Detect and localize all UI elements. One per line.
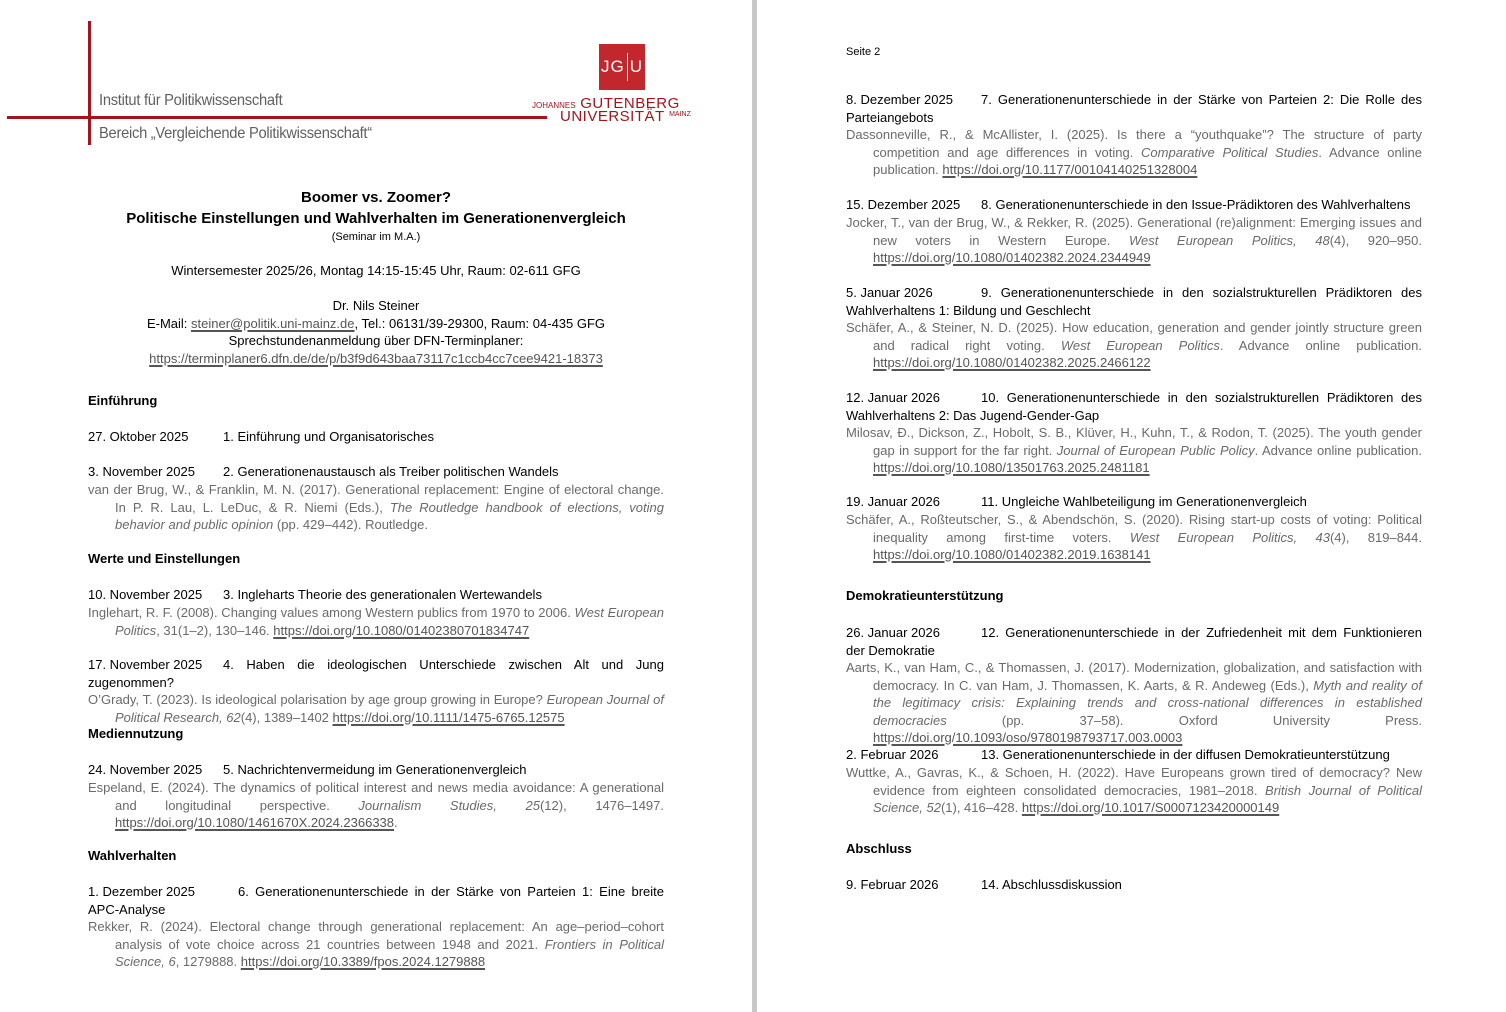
reference-source: West European Politics, 48: [1128, 232, 1330, 248]
session-entry: [846, 196, 1422, 214]
session-title: 14. Abschlussdiskussion: [981, 877, 1122, 892]
reference-details: , 31(1–2), 130–146.: [156, 622, 274, 638]
session-title: 4. Haben die ideologischen Unterschiede zwischen Alt und Jung zugenommen?: [88, 657, 664, 690]
reference-source: British Journal of Political Science, 52: [873, 782, 1423, 815]
session-date: 12. Januar 2026: [846, 390, 940, 405]
section-heading-media: Mediennutzung: [88, 726, 184, 741]
reference-source: West European Politics: [1060, 337, 1220, 353]
session-entry: [846, 746, 1422, 764]
doc-subtitle: Politische Einstellungen und Wahlverhalten im Generationenvergleich: [126, 210, 626, 227]
logo-universitaet: UNIVERSITÄT: [560, 108, 665, 125]
reading-reference: [846, 319, 1422, 372]
office-hours-line: [88, 351, 664, 366]
session-title: 5. Nachrichtenvermeidung im Generationenvergleich: [223, 762, 527, 777]
reference-authors-title: Dassonneville, R., & McAllister, I. (2025). Is there a “youthquake”? The structure of party competition and age differences in voting.: [846, 127, 1422, 160]
reference-details: . Advance online publication.: [1219, 337, 1422, 353]
reference-authors-title: Inglehart, R. F. (2008). Changing values among Western publics from 1970 to 2006.: [88, 605, 575, 620]
session-entry: [88, 428, 664, 446]
reference-source: The Routledge handbook of elections, voting behavior and public opinion: [115, 499, 664, 532]
course-type: (Seminar im M.A.): [331, 231, 421, 243]
contact-details: , Tel.: 06131/39-29300, Raum: 04-435 GFG: [354, 316, 606, 331]
section-heading-values: Werte und Einstellungen: [88, 551, 241, 566]
reference-source: Comparative Political Studies: [1141, 144, 1319, 160]
session-date: 2. Februar 2026: [846, 747, 939, 762]
session-date: 17. November 2025: [88, 657, 203, 672]
doi-link[interactable]: https://doi.org/10.1080/01402380701834747: [273, 622, 530, 638]
reference-authors-title: van der Brug, W., & Franklin, M. N. (2017). Generational replacement: Engine of electoral change. In P. R. Lau, L. LeDuc, & R. Niemi (Eds.),: [88, 482, 664, 515]
session-title: 13. Generationenunterschiede in der diffusen Demokratieunterstützung: [981, 747, 1390, 762]
session-date: 19. Januar 2026: [846, 494, 940, 509]
session-date: 5. Januar 2026: [846, 285, 933, 300]
reference-source: Journalism Studies, 25: [358, 797, 540, 813]
section-heading-closing: Abschluss: [846, 841, 912, 856]
reading-reference: [88, 779, 664, 832]
session-date: 3. November 2025: [88, 464, 195, 479]
reference-authors-title: Rekker, R. (2024). Electoral change through generational replacement: An age–period–cohort analysis of vote choice across 21 countries between 1948 and 2021.: [88, 919, 664, 952]
reference-authors-title: Espeland, E. (2024). The dynamics of political interest and news media avoidance: A generational and longitudinal perspective.: [88, 780, 664, 813]
session-title: 10. Generationenunterschiede in den sozialstrukturellen Prädiktoren des Wahlverhaltens 2: Das Jugend-Gender-Gap: [846, 390, 1422, 423]
doi-link[interactable]: https://doi.org/10.1093/oso/9780198793717.003.0003: [873, 730, 1183, 745]
reference-source: Journal of European Public Policy: [1056, 442, 1255, 458]
reference-details: (4), 920–950.: [1329, 232, 1423, 248]
reading-reference: [88, 604, 664, 639]
reference-source: West European Politics: [115, 605, 664, 638]
reading-reference: [846, 214, 1422, 267]
session-title: 6. Generationenunterschiede in der Stärke von Parteien 1: Eine breite APC-Analyse: [88, 884, 664, 917]
section-heading-democracy: Demokratieunterstützung: [846, 588, 1004, 603]
reading-reference: [846, 126, 1422, 179]
reading-reference: [88, 918, 664, 971]
session-date: 9. Februar 2026: [846, 877, 939, 892]
session-date: 24. November 2025: [88, 762, 203, 777]
session-title: 9. Generationenunterschiede in den sozialstrukturellen Prädiktoren des Wahlverhaltens 1: Bildung und Geschlecht: [846, 285, 1422, 318]
reference-details: (4), 1389–1402: [240, 709, 333, 725]
email-link[interactable]: steiner@politik.uni-mainz.de: [191, 316, 355, 331]
section-heading-voting: Wahlverhalten: [88, 848, 177, 863]
reading-reference: [846, 659, 1422, 747]
logo-mark-right: U: [629, 57, 643, 76]
session-title: 1. Einführung und Organisatorisches: [223, 429, 435, 444]
session-date: 1. Dezember 2025: [88, 884, 195, 899]
reference-authors-title: Wuttke, A., Gavras, K., & Schoen, H. (2022). Have Europeans grown tired of democracy? New evidence from eighteen consolidated democracies, 1981–2018.: [846, 765, 1422, 798]
logo-gutenberg: GUTENBERG: [580, 95, 680, 112]
session-entry: [88, 586, 664, 604]
reference-authors-title: Milosav, Đ., Dickson, Z., Hobolt, S. B., Klüver, H., Kuhn, T., & Rodon, T. (2025). The youth gender gap in support for the far right.: [846, 425, 1422, 458]
header-horizontal-rule: [7, 116, 547, 119]
header-vertical-rule: [88, 21, 91, 145]
session-entry: [846, 389, 1422, 424]
reference-authors-title: Jocker, T., van der Brug, W., & Rekker, R. (2025). Generational (re)alignment: Emerging issues and new voters in Western Europe.: [846, 215, 1422, 248]
reference-authors-title: Aarts, K., van Ham, C., & Thomassen, J. (2017). Modernization, globalization, and satisfaction with democracy. In C. van Ham, J. Thomassen, K. Aarts, & R. Andeweg (Eds.),: [846, 660, 1422, 693]
session-date: 15. Dezember 2025: [846, 197, 961, 212]
reference-details: (pp. 37–58). Oxford University Press.: [946, 712, 1422, 728]
session-entry: [846, 624, 1422, 659]
doi-link[interactable]: https://doi.org/10.1017/S0007123420000149: [1021, 800, 1280, 815]
reference-source: Myth and reality of the legitimacy crisis: Explaining trends and cross-national differences in established democracies: [873, 677, 1423, 728]
session-date: 27. Oktober 2025: [88, 429, 189, 444]
doi-link[interactable]: https://doi.org/10.1080/01402382.2019.1638141: [873, 547, 1151, 562]
office-hours-label: Sprechstundenanmeldung über DFN-Terminplaner:: [228, 333, 524, 348]
session-entry: [88, 761, 664, 779]
reading-reference: [88, 691, 664, 726]
reference-details: (12), 1476–1497.: [539, 797, 665, 813]
logo-mark-left: JG: [600, 57, 625, 76]
reference-authors-title: O’Grady, T. (2023). Is ideological polarisation by age group growing in Europe?: [88, 692, 547, 707]
doi-link[interactable]: https://doi.org/10.1080/1461670X.2024.2366338: [115, 815, 395, 830]
contact-line: [88, 316, 664, 331]
session-entry: [88, 463, 664, 481]
reference-details: , 1279888.: [175, 954, 241, 969]
reading-reference: [846, 511, 1422, 564]
reference-authors-title: Schäfer, A., Roßteutscher, S., & Abendschön, S. (2020). Rising start-up costs of voting: Political inequality among first-time voters.: [846, 512, 1422, 545]
doi-link[interactable]: https://doi.org/10.1080/01402382.2025.2466122: [873, 355, 1151, 370]
reference-source: West European Politics, 43: [1129, 529, 1330, 545]
institute-name: Institut für Politikwissenschaft: [99, 92, 283, 109]
session-entry: [846, 91, 1422, 126]
session-entry: [846, 284, 1422, 319]
reference-details: (pp. 429–442). Routledge.: [273, 517, 428, 532]
session-title: 3. Ingleharts Theorie des generationalen Wertewandels: [223, 587, 542, 602]
session-entry: [846, 876, 1422, 894]
doi-link[interactable]: https://doi.org/10.1080/01402382.2024.2344949: [873, 250, 1151, 265]
logo-mark-separator: [627, 53, 628, 81]
lecturer-name: Dr. Nils Steiner: [332, 298, 420, 313]
session-date: 8. Dezember 2025: [846, 92, 953, 107]
reading-reference: [846, 424, 1422, 477]
logo-mainz: MAINZ: [669, 111, 691, 118]
session-title: 12. Generationenunterschiede in der Zufriedenheit mit dem Funktionieren der Demokratie: [846, 625, 1422, 658]
course-schedule: Wintersemester 2025/26, Montag 14:15-15:45 Uhr, Raum: 02-611 GFG: [171, 263, 581, 278]
reference-source: Frontiers in Political Science, 6: [115, 936, 664, 969]
office-hours-link[interactable]: https://terminplaner6.dfn.de/de/p/b3f9d643baa73117c1ccb4cc7cee9421-18373: [149, 351, 603, 366]
doi-link[interactable]: https://doi.org/10.1177/00104140251328004: [942, 162, 1198, 177]
session-title: 11. Ungleiche Wahlbeteiligung im Generationenvergleich: [981, 494, 1307, 509]
session-entry: [846, 493, 1422, 511]
page-number: Seite 2: [846, 46, 881, 58]
reference-details: . Advance online publication.: [1254, 442, 1422, 458]
session-date: 10. November 2025: [88, 587, 203, 602]
reference-details: . Advance online publication.: [873, 144, 1423, 177]
reference-details: (4), 819–844.: [1329, 529, 1423, 545]
logo-johannes: JOHANNES: [532, 101, 576, 110]
session-title: 7. Generationenunterschiede in der Stärke von Parteien 2: Die Rolle des Parteiangebots: [846, 92, 1422, 125]
reference-trail: .: [394, 815, 398, 830]
doi-link[interactable]: https://doi.org/10.3389/fpos.2024.1279888: [240, 954, 486, 969]
reference-details: (1), 416–428.: [940, 800, 1022, 815]
reading-reference: [846, 764, 1422, 817]
session-entry: [88, 656, 664, 691]
reading-reference: [88, 481, 664, 534]
jgu-logo-icon: [599, 44, 645, 90]
session-date: 26. Januar 2026: [846, 625, 940, 640]
doi-link[interactable]: https://doi.org/10.1080/13501763.2025.2481181: [873, 460, 1150, 475]
section-heading-intro: Einführung: [88, 393, 158, 408]
reference-authors-title: Schäfer, A., & Steiner, N. D. (2025). How education, generation and gender jointly structure green and radical right voting.: [846, 320, 1422, 353]
session-title: 2. Generationenaustausch als Treiber politischen Wandels: [223, 464, 559, 479]
doc-title: Boomer vs. Zoomer?: [300, 189, 452, 206]
session-entry: [88, 883, 664, 918]
email-label: E-Mail:: [146, 316, 192, 331]
session-title: 8. Generationenunterschiede in den Issue-Prädiktoren des Wahlverhaltens: [981, 197, 1411, 212]
logo-wordmark-line2: [560, 108, 691, 125]
reference-source: European Journal of Political Research, 62: [115, 692, 664, 725]
department-name: Bereich „Vergleichende Politikwissenschaft“: [99, 125, 372, 142]
doi-link[interactable]: https://doi.org/10.1111/1475-6765.12575: [332, 709, 565, 725]
